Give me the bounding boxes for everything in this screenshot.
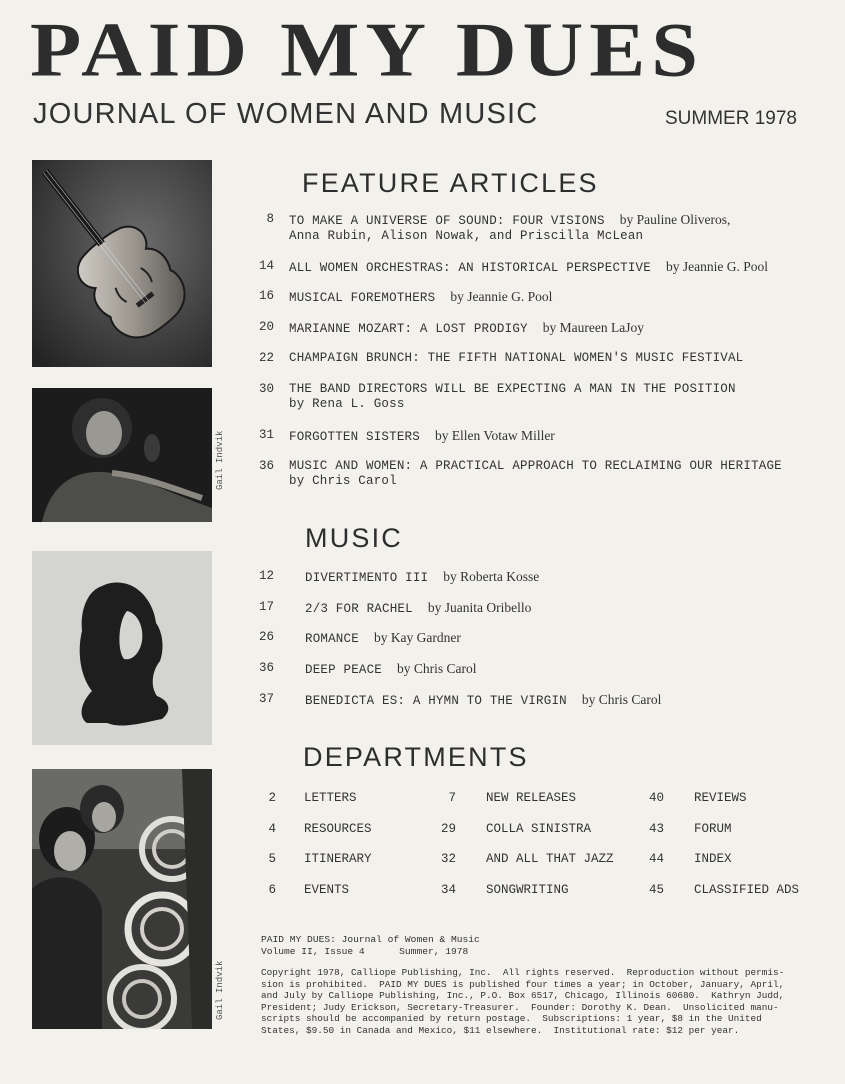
- article-author: by Rena L. Goss: [289, 397, 405, 411]
- page-number: 7: [448, 791, 456, 805]
- publication-notice: [261, 967, 784, 1037]
- music-title: 2/3 FOR RACHEL: [305, 602, 413, 616]
- page-number: 45: [648, 883, 664, 897]
- page-number: 17: [258, 600, 274, 614]
- page-number: 20: [258, 320, 274, 334]
- article-author: by Maureen LaJoy: [542, 320, 644, 335]
- page-number: 44: [648, 852, 664, 866]
- article-title: CHAMPAIGN BRUNCH: THE FIFTH NATIONAL WOMEN'S MUSIC FESTIVAL: [289, 351, 744, 365]
- music-title: DIVERTIMENTO III: [305, 571, 429, 585]
- page-number: 4: [268, 822, 276, 836]
- publication-header-line: Volume II, Issue 4 Summer, 1978: [261, 945, 469, 957]
- music-author: by Chris Carol: [581, 692, 662, 707]
- notice-line: Copyright 1978, Calliope Publishing, Inc. All rights reserved. Reproduction without permis-: [261, 967, 785, 978]
- photo-credit: Gail Indvik: [215, 430, 225, 490]
- feature-article-item: [244, 289, 824, 307]
- page-number: 36: [258, 459, 274, 473]
- article-author: by Chris Carol: [289, 474, 397, 488]
- photo-credit: Gail Indvik: [215, 960, 225, 1020]
- article-line2: Anna Rubin, Alison Nowak, and Priscilla McLean: [289, 229, 644, 243]
- music-item: [244, 692, 824, 710]
- feature-article-item: [244, 351, 824, 369]
- notice-line: sion is prohibited. PAID MY DUES is published four times a year; in October, January, April,: [261, 978, 785, 990]
- department-name: AND ALL THAT JAZZ: [486, 852, 614, 866]
- page-number: 26: [258, 630, 274, 644]
- issue-date: SUMMER 1978: [665, 108, 797, 129]
- article-title: MARIANNE MOZART: A LOST PRODIGY: [289, 322, 528, 336]
- feature-articles-heading: FEATURE ARTICLES: [302, 168, 599, 198]
- page-number: 32: [440, 852, 456, 866]
- music-author: by Chris Carol: [397, 661, 477, 676]
- page-number: 31: [258, 428, 274, 442]
- department-name: INDEX: [694, 852, 732, 866]
- department-name: RESOURCES: [304, 822, 372, 836]
- department-name: SONGWRITING: [486, 883, 569, 897]
- page-number: 43: [648, 822, 664, 836]
- department-name: CLASSIFIED ADS: [694, 883, 800, 897]
- notice-line: and July by Calliope Publishing, Inc., P.O. Box 6517, Chicago, Illinois 60680. Kathryn Judd,: [261, 990, 785, 1002]
- article-title: ALL WOMEN ORCHESTRAS: AN HISTORICAL PERSPECTIVE: [289, 261, 651, 275]
- feature-article-item: [244, 259, 824, 277]
- music-author: by Roberta Kosse: [443, 569, 540, 584]
- article-title: MUSIC AND WOMEN: A PRACTICAL APPROACH TO RECLAIMING OUR HERITAGE: [289, 459, 782, 473]
- article-title: MUSICAL FOREMOTHERS: [289, 291, 436, 305]
- page-number: 34: [440, 883, 456, 897]
- music-item: [244, 630, 824, 648]
- page-number: 37: [258, 692, 274, 706]
- music-heading: MUSIC: [305, 523, 403, 553]
- page-number: 29: [440, 822, 456, 836]
- portrait-illustration: [32, 551, 212, 745]
- department-name: COLLA SINISTRA: [486, 822, 592, 836]
- article-title: THE BAND DIRECTORS WILL BE EXPECTING A MAN IN THE POSITION: [289, 382, 736, 396]
- music-item: [244, 569, 824, 587]
- article-author: by Jeannie G. Pool: [665, 259, 768, 274]
- departments-heading: DEPARTMENTS: [303, 742, 529, 772]
- department-name: NEW RELEASES: [486, 791, 577, 805]
- page-number: 8: [266, 212, 274, 226]
- notice-line: President; Judy Erickson, Secretary-Treasurer. Founder: Dorothy K. Dean. Unsolicited manu-: [261, 1001, 779, 1013]
- publication-header: [261, 934, 480, 957]
- music-title: DEEP PEACE: [305, 663, 383, 677]
- notice-line: scripts should be accompanied by return postage. Subscriptions: 1 year, $8 in the United: [261, 1013, 762, 1025]
- music-item: [244, 661, 824, 679]
- page-number: 22: [258, 351, 274, 365]
- article-author: by Ellen Votaw Miller: [434, 428, 555, 443]
- page-number: 5: [268, 852, 276, 866]
- music-author: by Juanita Oribello: [427, 600, 532, 615]
- feature-article-item: [244, 320, 824, 338]
- music-title: BENEDICTA ES: A HYMN TO THE VIRGIN: [305, 694, 567, 708]
- page-number: 40: [648, 791, 664, 805]
- page-number: 14: [258, 259, 274, 273]
- music-item: [244, 600, 824, 618]
- singer-photo: [32, 388, 212, 522]
- masthead-title: PAID MY DUES: [30, 7, 704, 93]
- article-author: by Jeannie G. Pool: [450, 289, 553, 304]
- department-name: ITINERARY: [304, 852, 372, 866]
- page-number: 30: [258, 382, 274, 396]
- page-number: 12: [258, 569, 274, 583]
- violin-photo: [32, 160, 212, 367]
- feature-article-item: [244, 382, 824, 414]
- feature-article-item: [244, 212, 824, 244]
- department-name: LETTERS: [304, 791, 357, 805]
- department-name: FORUM: [694, 822, 732, 836]
- horn-players-photo: [32, 769, 212, 1029]
- music-title: ROMANCE: [305, 632, 359, 646]
- department-name: EVENTS: [304, 883, 350, 897]
- page-number: 6: [268, 883, 276, 897]
- music-author: by Kay Gardner: [373, 630, 461, 645]
- feature-article-item: [244, 459, 824, 491]
- article-title: FORGOTTEN SISTERS: [289, 430, 420, 444]
- page-number: 16: [258, 289, 274, 303]
- article-author: by Pauline Oliveros,: [619, 212, 731, 227]
- notice-line: States, $9.50 in Canada and Mexico, $11 elsewhere. Institutional rate: $12 per year.: [261, 1024, 740, 1036]
- masthead-subtitle: JOURNAL OF WOMEN AND MUSIC: [33, 98, 539, 130]
- article-title: TO MAKE A UNIVERSE OF SOUND: FOUR VISIONS: [289, 214, 605, 228]
- page-number: 36: [258, 661, 274, 675]
- department-name: REVIEWS: [694, 791, 747, 805]
- feature-article-item: [244, 428, 824, 446]
- publication-header-line: PAID MY DUES: Journal of Women & Music: [261, 934, 480, 945]
- page-number: 2: [268, 791, 276, 805]
